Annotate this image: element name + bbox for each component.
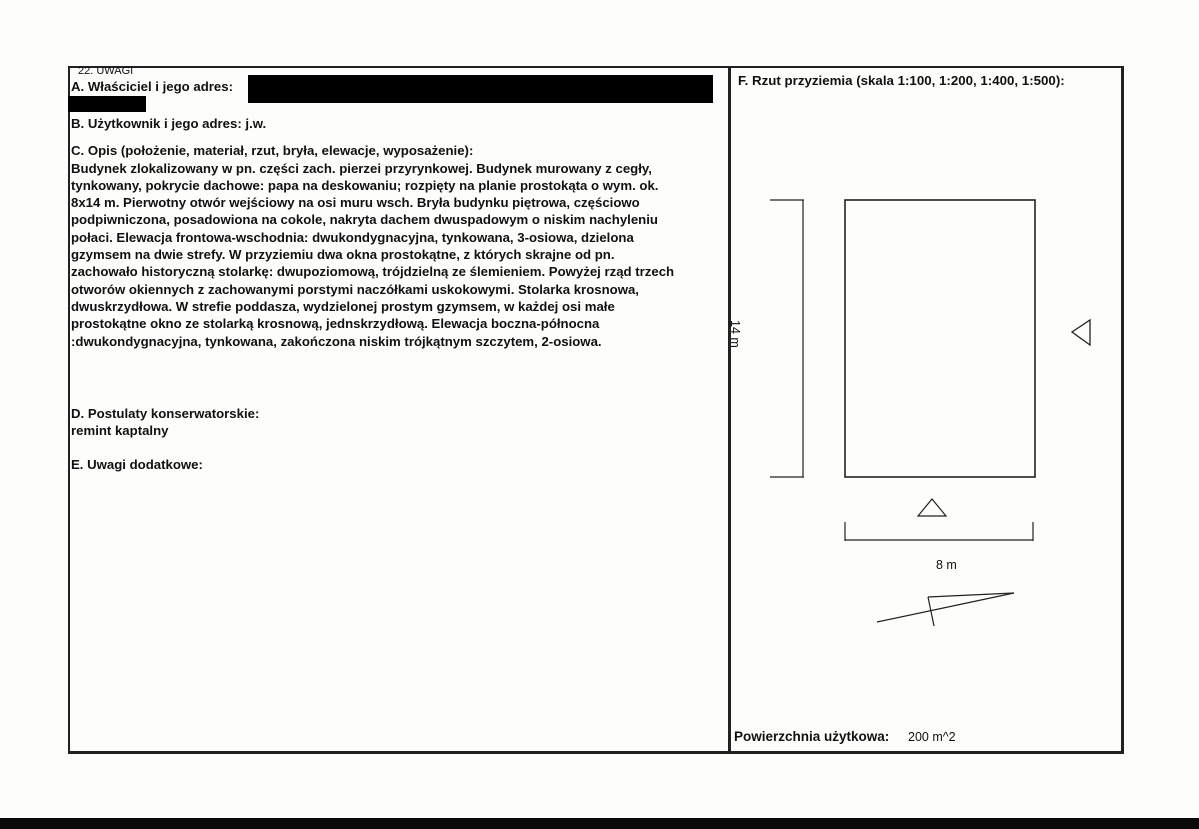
postulates-heading: D. Postulaty konserwatorskie: [71, 405, 260, 421]
description-line: Budynek zlokalizowany w pn. części zach. pierzei przyrynkowej. Budynek murowany z cegły, [71, 160, 652, 176]
notes-column [71, 78, 726, 474]
description-line: dwuskrzydłowa. W strefie poddasza, wydzielonej prostym gzymsem, w każdej osi małe [71, 298, 615, 314]
width-dimension [845, 522, 1033, 541]
south-entrance-triangle-icon [918, 499, 946, 516]
description-body [71, 160, 726, 350]
remarks-heading: E. Uwagi dodatkowe: [71, 457, 203, 473]
user-value: j.w. [245, 116, 267, 131]
usable-area-label: Powierzchnia użytkowa: [734, 729, 890, 744]
width-label: 8 m [936, 558, 957, 572]
description-line: podpiwniczona, posadowiona na cokole, nakryta dachem dwuspadowym o niskim nachyleniu [71, 212, 658, 228]
building-outline [845, 200, 1035, 477]
description-line: 8x14 m. Pierwotny otwór wejściowy na osi muru wsch. Bryła budynku piętrowa, częściowo [71, 195, 640, 211]
ground-floor-plan [731, 90, 1111, 635]
scan-edge [0, 818, 1199, 829]
plan-title: F. Rzut przyziemia (skala 1:100, 1:200, 1:400, 1:500): [738, 73, 1065, 88]
description-line: zachowało historyczną stolarkę: dwupoziomową, trójdzielną ze ślemieniem. Powyżej rząd trzech [71, 264, 675, 280]
description-line: otworów okiennych z zachowanymi porstymi naczółkami uskokowymi. Stolarka krosnowa, [71, 281, 639, 297]
owner-label: A. Właściciel i jego adres: [71, 79, 233, 94]
length-dimension [770, 200, 804, 477]
user-label: B. Użytkownik i jego adres: [71, 116, 242, 131]
east-entrance-triangle-icon [1072, 320, 1090, 345]
description-line: gzymsem na dwie strefy. W przyziemiu dwa okna prostokątne, z których skrajne od pn. [71, 247, 615, 263]
usable-area-value: 200 m^2 [908, 730, 956, 744]
owner-heading [71, 78, 726, 98]
user-row [71, 115, 726, 132]
north-arrow-icon [877, 593, 1014, 626]
description-line: prostokątne okno ze stolarką krosnową, jednskrzydłową. Elewacja boczna-północna [71, 316, 600, 332]
redaction-bar [248, 75, 713, 103]
section-label: 22. UWAGI [78, 65, 134, 77]
postulates-value: remint kaptalny [71, 423, 169, 439]
description-line: :dwukondygnacyjna, tynkowana, zakończona niskim trójkątnym szczytem, 2-osiowa. [71, 333, 602, 349]
length-label: 14 m [728, 320, 742, 348]
redaction-bar [68, 96, 146, 112]
description-heading: C. Opis (położenie, materiał, rzut, bryła, elewacje, wyposażenie): [71, 143, 474, 159]
description-line: połaci. Elewacja frontowa-wschodnia: dwukondygnacyjna, tynkowana, 3-osiowa, dzielona [71, 229, 634, 245]
description-line: tynkowany, pokrycie dachowe: papa na deskowaniu; rozpięty na planie prostokąta o wym. ok. [71, 177, 659, 193]
